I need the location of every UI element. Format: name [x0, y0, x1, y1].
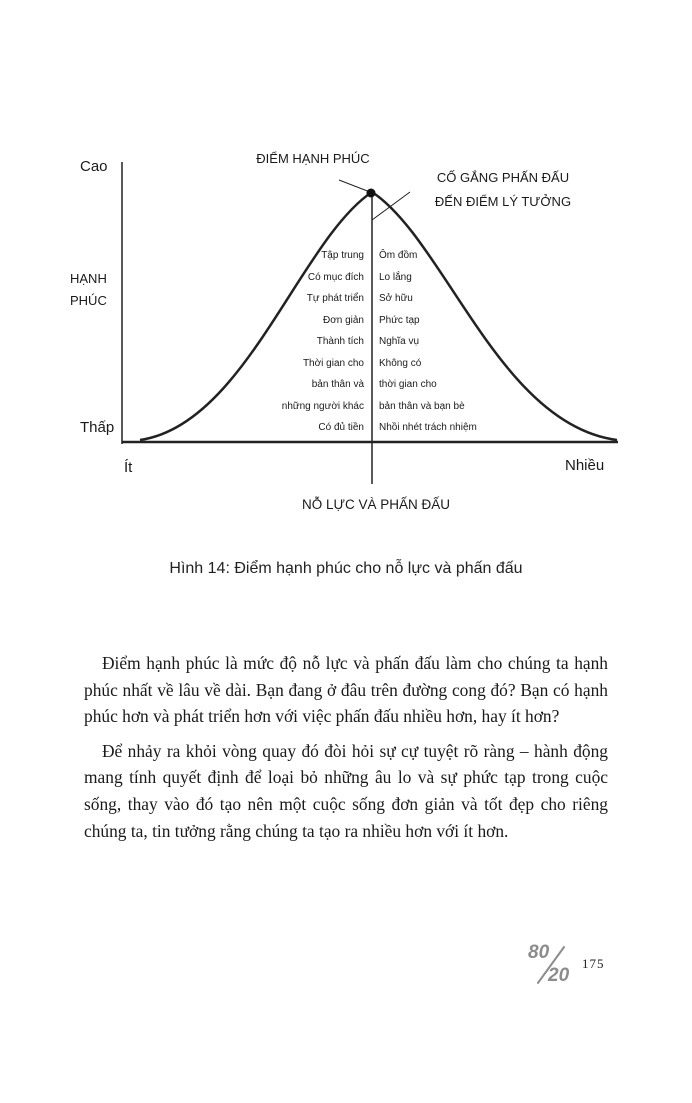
x-left-label: Ít: [124, 459, 133, 476]
logo-top-number: 80: [528, 942, 550, 963]
figure-caption: Hình 14: Điểm hạnh phúc cho nỗ lực và phấn đấu: [169, 560, 523, 577]
right-item: Không có: [379, 358, 422, 369]
peak-dot: [367, 189, 376, 198]
y-bottom-label: Thấp: [80, 419, 115, 436]
body-text: [84, 650, 608, 852]
right-item: Sở hữu: [379, 293, 413, 304]
x-right-label: Nhiều: [565, 457, 605, 474]
right-item: Nghĩa vụ: [379, 336, 420, 347]
paragraph: Để nhảy ra khỏi vòng quay đó đòi hỏi sự cự tuyệt rõ ràng – hành động mang tính quyết định để loại bỏ những âu lo và sự phức tạp trong cuộc sống, thay vào đó tạo nên một cuộc sống đơn giản và tốt đẹp cho riêng chúng ta, tin tưởng rằng chúng ta tạo ra nhiều hơn với ít hơn.: [84, 740, 608, 841]
right-item: Nhồi nhét trách nhiệm: [379, 422, 477, 433]
left-item: Có mục đích: [307, 272, 364, 283]
y-axis-label-line2: PHÚC: [70, 293, 107, 308]
right-item: Lo lắng: [379, 272, 412, 283]
ideal-label-line1: CỐ GẮNG PHẤN ĐẤU: [436, 170, 570, 185]
left-item: Thành tích: [316, 336, 364, 347]
x-axis-label: NỖ LỰC VÀ PHẤN ĐẤU: [301, 497, 451, 512]
right-item: thời gian cho: [379, 379, 437, 390]
right-item: Ôm đồm: [379, 250, 418, 261]
left-item: Thời gian cho: [302, 358, 364, 369]
left-item: Đơn giản: [322, 315, 364, 326]
y-top-label: Cao: [80, 158, 108, 175]
left-item: bản thân và: [311, 379, 364, 390]
left-item: Tập trung: [321, 250, 364, 261]
page-number: 175: [582, 956, 605, 971]
left-item: Có đủ tiền: [318, 422, 364, 433]
peak-label: ĐIỂM HẠNH PHÚC: [256, 151, 370, 166]
ideal-label-line2: ĐẾN ĐIỂM LÝ TƯỞNG: [434, 194, 572, 209]
book-logo: [524, 940, 578, 990]
paragraph: Điểm hạnh phúc là mức độ nỗ lực và phấn đấu làm cho chúng ta hạnh phúc nhất về lâu về dài. Bạn đang ở đâu trên đường cong đó? Bạn có hạnh phúc hơn và phát triển hơn với việc phấn đấu nhiều hơn, hay ít hơn?: [84, 653, 608, 727]
right-item: Phức tạp: [379, 315, 420, 326]
happiness-point-figure: [0, 0, 692, 540]
peak-pointer-line: [339, 180, 370, 192]
y-axis-label-line1: HẠNH: [70, 271, 107, 286]
page-footer: [524, 940, 624, 990]
left-item: những người khác: [281, 401, 364, 412]
right-item: bản thân và bạn bè: [379, 401, 465, 412]
left-item: Tự phát triển: [306, 293, 364, 304]
logo-bottom-number: 20: [548, 965, 570, 986]
